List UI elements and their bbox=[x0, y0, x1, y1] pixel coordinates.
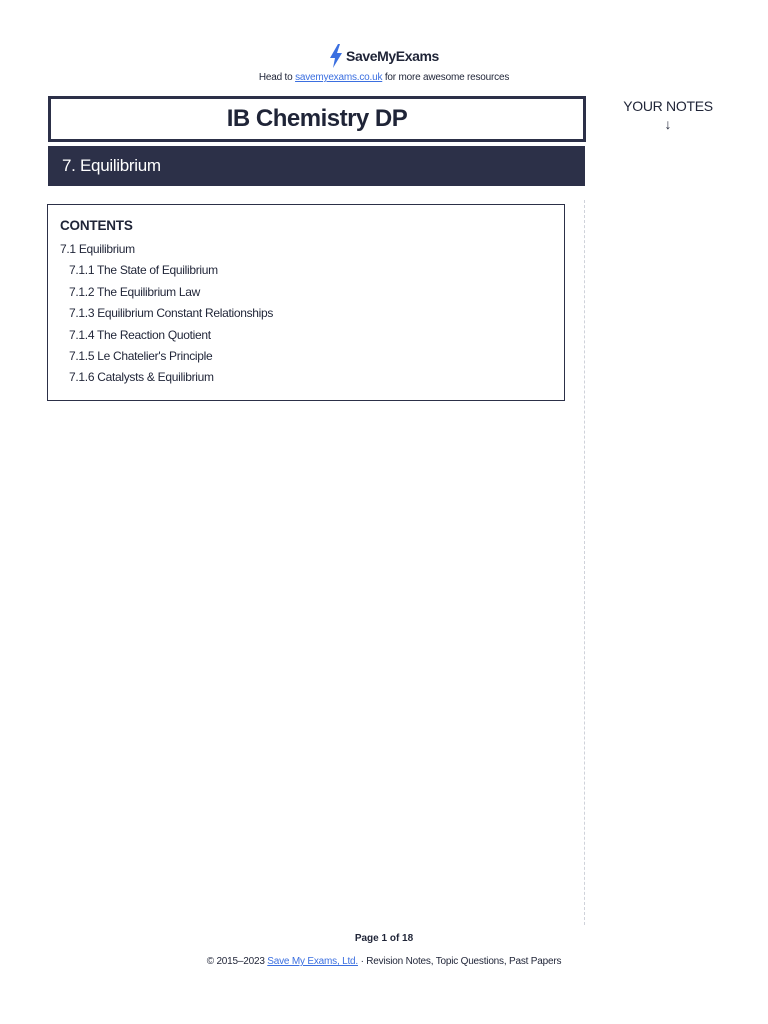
notes-divider bbox=[584, 200, 585, 925]
toc-list bbox=[60, 239, 552, 389]
footer-copyright bbox=[0, 956, 768, 967]
toc-item-7-1-3[interactable]: 7.1.3 Equilibrium Constant Relationships bbox=[69, 306, 274, 321]
topic-title: 7. Equilibrium bbox=[62, 156, 161, 175]
toc-item-7-1-4[interactable]: 7.1.4 The Reaction Quotient bbox=[69, 327, 211, 342]
document-title: IB Chemistry DP bbox=[226, 105, 408, 132]
copyright-suffix: · Revision Notes, Topic Questions, Past Papers bbox=[357, 956, 562, 967]
toc-item-7-1-1[interactable]: 7.1.1 The State of Equilibrium bbox=[69, 263, 218, 278]
brand-logo[interactable] bbox=[329, 44, 439, 68]
lightning-bolt-icon bbox=[329, 44, 343, 68]
brand-name: SaveMyExams bbox=[346, 48, 439, 64]
copyright-prefix: © 2015–2023 bbox=[206, 956, 268, 967]
site-link[interactable]: savemyexams.co.uk bbox=[295, 72, 383, 83]
toc-item-7-1-6[interactable]: 7.1.6 Catalysts & Equilibrium bbox=[69, 370, 214, 385]
contents-heading: CONTENTS bbox=[60, 218, 133, 233]
arrow-down-icon: ↓ bbox=[664, 116, 672, 132]
toc-item-7-1-5[interactable]: 7.1.5 Le Chatelier's Principle bbox=[69, 349, 213, 364]
document-title-box bbox=[48, 96, 586, 142]
toc-item-7-1[interactable]: 7.1 Equilibrium bbox=[60, 242, 135, 256]
tagline-suffix: for more awesome resources bbox=[382, 72, 510, 83]
page-number: Page 1 of 18 bbox=[354, 933, 414, 944]
tagline-prefix: Head to bbox=[258, 72, 296, 83]
contents-box bbox=[47, 204, 565, 401]
tagline bbox=[0, 72, 768, 83]
company-link[interactable]: Save My Exams, Ltd. bbox=[267, 956, 358, 967]
topic-banner bbox=[48, 146, 585, 186]
site-header bbox=[0, 44, 768, 73]
your-notes-label: YOUR NOTES bbox=[623, 98, 713, 114]
toc-item-7-1-2[interactable]: 7.1.2 The Equilibrium Law bbox=[69, 284, 201, 299]
